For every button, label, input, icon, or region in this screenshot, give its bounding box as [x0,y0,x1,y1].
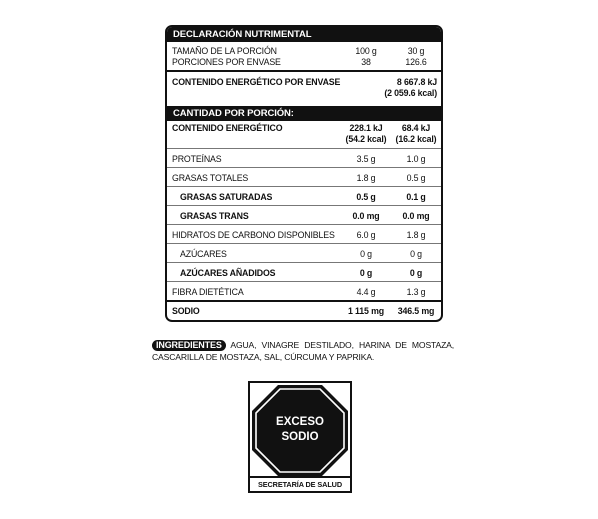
energy-100-kcal: (54.2 kcal) [345,134,387,144]
nutrient-label: SODIO [172,306,200,316]
nutrient-label: GRASAS TOTALES [172,173,249,183]
seal-footer: SECRETARÍA DE SALUD [250,476,350,491]
nutrient-value-100: 0 g [360,249,372,259]
energy-per-serving [167,121,441,148]
nutrient-value-100: 6.0 g [356,230,376,240]
per-serving-title: CANTIDAD POR PORCIÓN: [167,106,441,121]
nutrient-value-100: 3.5 g [356,154,376,164]
servings-per-container-30: 126.6 [405,57,427,67]
nutrient-row-saturated-fat [167,186,441,205]
warning-seal [248,381,352,493]
nutrient-value-30: 0.5 g [406,173,426,183]
nutrient-label: FIBRA DIETÉTICA [172,287,244,297]
nutrient-row-added-sugars [167,262,441,281]
nutrient-value-30: 0 g [409,268,423,278]
energy-per-container-label: CONTENIDO ENERGÉTICO POR ENVASE [172,77,341,87]
nutrient-row-total-fat [167,167,441,186]
nutrient-value-100: 1 115 mg [348,306,384,316]
nutrient-row-fiber [167,281,441,300]
seal-line-excess: EXCESO [276,416,324,428]
nutrition-facts-panel [165,25,443,322]
energy-30-kj: 68.4 kJ [401,123,431,133]
nutrient-value-30: 0.0 mg [402,211,430,221]
nutrient-label: GRASAS SATURADAS [180,192,273,202]
energy-100-kj: 228.1 kJ [349,123,383,133]
energy-label: CONTENIDO ENERGÉTICO [172,123,283,133]
serving-size-label: TAMAÑO DE LA PORCIÓN [172,46,277,56]
nutrient-value-100: 0 g [359,268,373,278]
seal-line-sodium: SODIO [281,431,319,443]
nutrient-row-proteins [167,148,441,167]
nutrient-label: HIDRATOS DE CARBONO DISPONIBLES [172,230,335,240]
nutrient-value-30: 0 g [410,249,422,259]
panel-title: DECLARACIÓN NUTRIMENTAL [167,27,441,42]
nutrient-label: AZÚCARES AÑADIDOS [180,268,276,278]
nutrient-value-30: 0.1 g [406,192,426,202]
nutrient-value-100: 0.5 g [356,192,376,202]
nutrient-label: GRASAS TRANS [180,211,249,221]
nutrient-value-30: 1.0 g [406,154,426,164]
servings-per-container-100: 38 [361,57,371,67]
nutrient-label: AZÚCARES [180,249,227,259]
serving-info [167,42,441,70]
nutrient-value-30: 1.3 g [406,287,426,297]
nutrient-value-30: 346.5 mg [397,306,435,316]
ingredients-badge: INGREDIENTES [152,340,226,351]
energy-per-container-kcal: (2 059.6 kcal) [384,88,437,98]
serving-size-100: 100 g [355,46,377,56]
serving-size-30: 30 g [407,46,425,56]
nutrient-row-carbohydrates [167,224,441,243]
nutrient-value-100: 1.8 g [356,173,376,183]
servings-per-container-label: PORCIONES POR ENVASE [172,57,281,67]
energy-30-kcal: (16.2 kcal) [395,134,437,144]
nutrient-value-30: 1.8 g [406,230,426,240]
nutrient-value-100: 4.4 g [356,287,376,297]
ingredients-block [152,340,454,363]
ingredients-text: AGUA, VINAGRE DESTILADO, HARINA DE MOSTAZA, CASCARILLA DE MOSTAZA, SAL, CÚRCUMA Y PAPRIKA. [152,340,455,362]
energy-per-container-kj: 8 667.8 kJ [396,77,437,87]
nutrient-row-sodium [167,300,441,320]
nutrient-label: PROTEÍNAS [172,154,222,164]
energy-per-container [167,70,441,106]
nutrient-row-sugars [167,243,441,262]
nutrient-value-100: 0.0 mg [352,211,380,221]
nutrient-row-trans-fat [167,205,441,224]
